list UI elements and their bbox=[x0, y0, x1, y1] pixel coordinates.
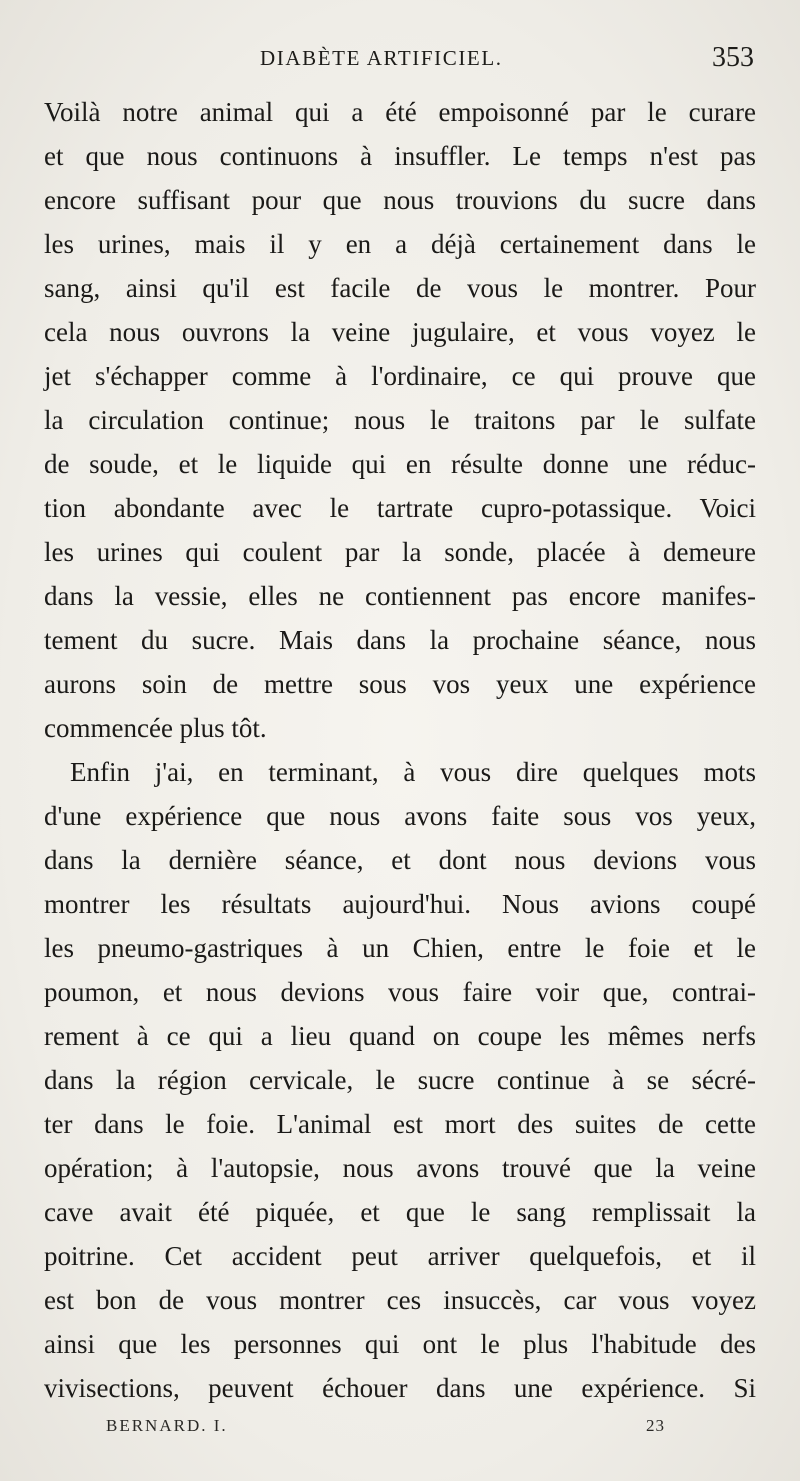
text-line: dans la région cervicale, le sucre continue à se sécré- bbox=[44, 1065, 756, 1095]
text-line: encore suffisant pour que nous trouvions du sucre dans bbox=[44, 185, 756, 215]
body-text bbox=[44, 90, 756, 1410]
text-line: vivisections, peuvent échouer dans une expérience. Si bbox=[44, 1373, 756, 1403]
text-line: montrer les résultats aujourd'hui. Nous avions coupé bbox=[44, 889, 756, 919]
text-line: les pneumo-gastriques à un Chien, entre le foie et le bbox=[44, 933, 756, 963]
text-line: Voilà notre animal qui a été empoisonné par le curare bbox=[44, 97, 756, 127]
paragraph-1 bbox=[44, 90, 756, 750]
text-line: les urines, mais il y en a déjà certainement dans le bbox=[44, 229, 756, 259]
text-line: tement du sucre. Mais dans la prochaine séance, nous bbox=[44, 625, 756, 655]
text-line: jet s'échapper comme à l'ordinaire, ce qui prouve que bbox=[44, 361, 756, 391]
text-line: aurons soin de mettre sous vos yeux une expérience bbox=[44, 669, 756, 699]
text-line: et que nous continuons à insuffler. Le temps n'est pas bbox=[44, 141, 756, 171]
text-line: sang, ainsi qu'il est facile de vous le montrer. Pour bbox=[44, 273, 756, 303]
page-header bbox=[44, 44, 756, 80]
text-line: de soude, et le liquide qui en résulte donne une réduc- bbox=[44, 449, 756, 479]
text-line: dans la vessie, elles ne contiennent pas encore manifes- bbox=[44, 581, 756, 611]
text-line: ter dans le foie. L'animal est mort des suites de cette bbox=[44, 1109, 756, 1139]
text-line: ainsi que les personnes qui ont le plus l'habitude des bbox=[44, 1329, 756, 1359]
text-line: commencée plus tôt. bbox=[44, 713, 267, 743]
text-line: poumon, et nous devions vous faire voir que, contrai- bbox=[44, 977, 756, 1007]
text-line: poitrine. Cet accident peut arriver quelquefois, et il bbox=[44, 1241, 756, 1271]
text-line: dans la dernière séance, et dont nous devions vous bbox=[44, 845, 756, 875]
paragraph-2 bbox=[44, 750, 756, 1410]
signature-mark: BERNARD. I. bbox=[106, 1416, 228, 1435]
text-line: d'une expérience que nous avons faite sous vos yeux, bbox=[44, 801, 756, 831]
text-line: Enfin j'ai, en terminant, à vous dire quelques mots bbox=[70, 757, 756, 787]
text-line: la circulation continue; nous le traitons par le sulfate bbox=[44, 405, 756, 435]
text-line: opération; à l'autopsie, nous avons trouvé que la veine bbox=[44, 1153, 756, 1183]
page-footer bbox=[106, 1416, 696, 1446]
running-head: DIABÈTE ARTIFICIEL. bbox=[260, 46, 503, 70]
text-line: cave avait été piquée, et que le sang remplissait la bbox=[44, 1197, 756, 1227]
text-line: rement à ce qui a lieu quand on coupe les mêmes nerfs bbox=[44, 1021, 756, 1051]
sheet-number: 23 bbox=[646, 1416, 665, 1435]
text-line: est bon de vous montrer ces insuccès, car vous voyez bbox=[44, 1285, 756, 1315]
page-number: 353 bbox=[712, 42, 754, 73]
text-line: cela nous ouvrons la veine jugulaire, et vous voyez le bbox=[44, 317, 756, 347]
text-line: les urines qui coulent par la sonde, placée à demeure bbox=[44, 537, 756, 567]
text-line: tion abondante avec le tartrate cupro-potassique. Voici bbox=[44, 493, 756, 523]
